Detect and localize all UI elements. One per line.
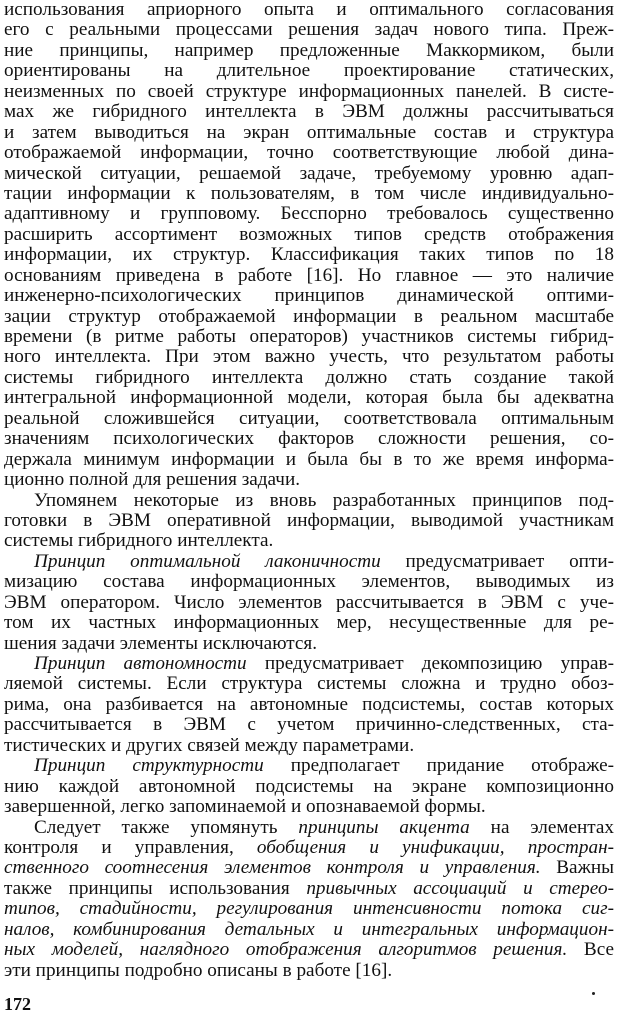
text-line (4, 552, 614, 572)
text-line (4, 756, 614, 776)
text-line (4, 695, 614, 715)
text-run: ного интеллекта. При этом важно учесть, что результатом работы (4, 347, 614, 368)
text-line (4, 102, 614, 122)
text-run: ционно полной для решения задачи. (4, 470, 301, 491)
text-run: его с реальными процессами решения задач нового типа. Преж- (4, 20, 614, 41)
text-run: также принципы использования (4, 878, 307, 899)
text-run: мической ситуации, решаемой задаче, требуемому уровню адап- (4, 163, 614, 184)
page-number: 172 (4, 994, 31, 1014)
text-line (4, 388, 614, 408)
text-run: на элементах (469, 817, 614, 838)
text-line (4, 572, 614, 592)
text-run: тистических и других связей между параметрами. (4, 735, 415, 756)
text-line (4, 613, 614, 633)
text-line (4, 82, 614, 102)
italic-term: Принцип оптимальной лаконичности (34, 551, 381, 572)
text-run: отображаемой информации, точно соответствующие любой дина- (4, 143, 614, 164)
text-run: Все (567, 940, 614, 961)
text-run: системы гибридного интеллекта. (4, 531, 274, 552)
text-line (4, 940, 614, 960)
text-run: держала минимум информации и была бы в то же время информа- (4, 449, 614, 470)
text-line (4, 531, 614, 551)
italic-term: Принцип автономности (34, 654, 247, 674)
text-run: предполагает придание отображе- (263, 756, 614, 777)
text-line (4, 0, 614, 20)
text-run: основаниям приведена в работе [16]. Но главное — это наличие (4, 265, 614, 286)
text-line (4, 184, 614, 204)
text-line (4, 961, 614, 981)
italic-term: привычных ассоциаций и стерео- (306, 878, 614, 899)
text-line (4, 409, 614, 429)
text-run: ориентированы на длительное проектирование статических, (4, 61, 614, 82)
text-line (4, 511, 614, 531)
text-line (4, 654, 614, 674)
text-line (4, 715, 614, 735)
text-run: адаптивному и групповому. Бесспорно требовалось существенно (4, 204, 614, 225)
italic-term: обобщения и унификации, простран- (256, 837, 614, 858)
text-line (4, 347, 614, 367)
text-run: мах же гибридного интеллекта в ЭВМ должны рассчитываться (4, 102, 614, 123)
text-line (4, 143, 614, 163)
text-run: шения задачи элементы исключаются. (4, 633, 318, 654)
text-line (4, 368, 614, 388)
text-run: времени (в ритме работы операторов) участников системы гибрид- (4, 327, 614, 347)
text-run: Важны (540, 858, 614, 879)
text-run: рассчитывается в ЭВМ с учетом причинно-следственных, ста- (4, 715, 614, 736)
text-run: мизацию состава информационных элементов, выводимых из (4, 572, 614, 593)
text-line (4, 327, 614, 347)
text-run: предусматривает декомпозицию управ- (246, 654, 614, 674)
text-line (4, 266, 614, 286)
text-line (4, 164, 614, 184)
text-line (4, 899, 614, 919)
page-body-text (4, 0, 614, 981)
text-run: ЭВМ оператором. Число элементов рассчитывается в ЭВМ с уче- (4, 592, 614, 613)
text-run: готовки в ЭВМ оперативной информации, выводимой участникам (4, 510, 614, 531)
italic-term: принципы акцента (298, 817, 470, 838)
text-line (4, 879, 614, 899)
text-run: реальной сложившейся ситуации, соответствовала оптимальным (4, 408, 614, 429)
text-line (4, 204, 614, 224)
text-run: завершенной, легко запоминаемой и опознаваемой формы. (4, 797, 486, 818)
text-run: информации, их структур. Классификация таких типов по 18 (4, 245, 614, 266)
text-run: использования априорного опыта и оптимального согласования (4, 0, 614, 20)
text-run: рима, она разбивается на автономные подсистемы, состав которых (4, 694, 614, 715)
italic-term: типов, стадийности, регулирования интенсивности потока сиг- (4, 899, 614, 920)
text-line (4, 450, 614, 470)
text-run: зации структур отображаемой информации в реальном масштабе (4, 306, 614, 327)
italic-term: ных моделей, наглядного отображения алгоритмов решения. (4, 940, 568, 961)
text-run: интегральной информационной модели, которая была бы адекватна (4, 388, 614, 409)
text-line (4, 491, 614, 511)
text-line (4, 838, 614, 858)
text-run: и затем выводиться на экран оптимальные состав и структура (4, 122, 614, 143)
text-run: предусматривает опти- (380, 551, 614, 572)
text-line (4, 61, 614, 81)
italic-term: Принцип структурности (34, 756, 264, 777)
text-line (4, 736, 614, 756)
text-run: Следует также упомянуть (34, 817, 299, 838)
text-line (4, 307, 614, 327)
text-run: значениям психологических факторов сложности решения, со- (4, 429, 614, 450)
text-line (4, 920, 614, 940)
text-line (4, 41, 614, 61)
text-run: тации информации к пользователям, в том числе индивидуально- (4, 183, 614, 204)
text-line (4, 797, 614, 817)
text-run: нию каждой автономной подсистемы на экране композиционно (4, 776, 614, 797)
text-run: ние принципы, например предложенные Маккормиком, были (4, 40, 614, 61)
text-line (4, 245, 614, 265)
text-line (4, 777, 614, 797)
text-line (4, 20, 614, 40)
text-run: контроля и управления, (4, 837, 257, 858)
text-run: том их частных информационных мер, несущественные для ре- (4, 613, 614, 634)
text-line (4, 634, 614, 654)
italic-term: налов, комбинирования детальных и интегральных информацион- (4, 919, 614, 940)
text-run: неизменных по своей структуре информационных панелей. В систе- (4, 81, 614, 102)
text-line (4, 225, 614, 245)
italic-term: ственного соотнесения элементов контроля и управления. (4, 858, 541, 879)
text-line (4, 593, 614, 613)
text-line (4, 123, 614, 143)
text-line (4, 429, 614, 449)
text-line (4, 858, 614, 878)
text-line (4, 674, 614, 694)
text-run: эти принципы подробно описаны в работе [16]. (4, 960, 393, 981)
text-line (4, 818, 614, 838)
print-speck (592, 992, 595, 995)
text-run: системы гибридного интеллекта должно стать создание такой (4, 367, 614, 388)
text-run: ляемой системы. Если структура системы сложна и трудно обоз- (4, 674, 614, 695)
text-line (4, 286, 614, 306)
text-run: инженерно-психологических принципов динамической оптими- (4, 286, 614, 307)
text-line (4, 470, 614, 490)
text-run: Упомянем некоторые из вновь разработанных принципов под- (34, 490, 614, 511)
text-run: расширить ассортимент возможных типов средств отображения (4, 224, 614, 245)
